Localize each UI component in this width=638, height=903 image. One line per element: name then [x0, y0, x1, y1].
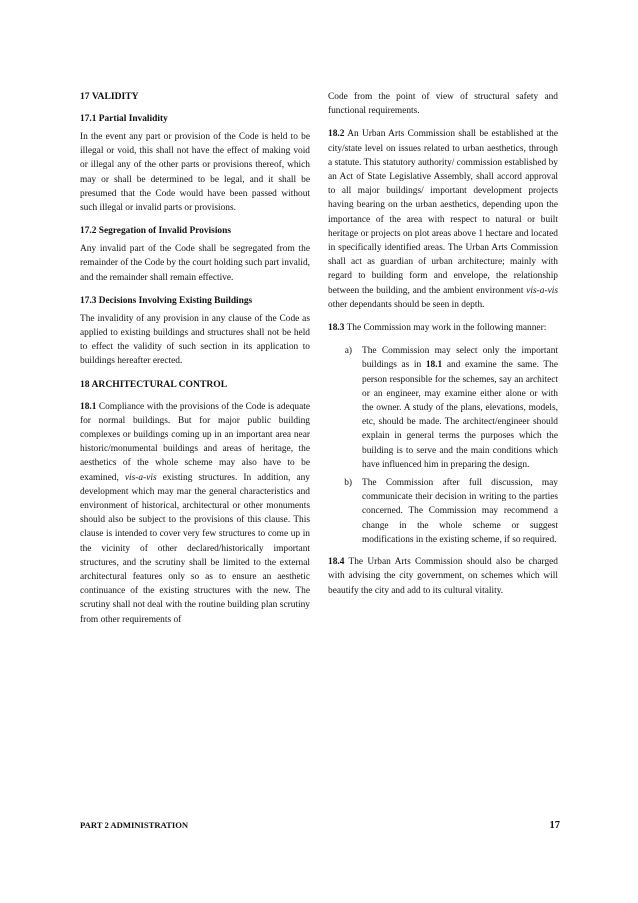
footer-part-label: PART 2 ADMINISTRATION — [80, 820, 189, 830]
page-footer — [80, 820, 560, 831]
para-18-1-italic: vis-a-vis — [124, 472, 157, 483]
heading-17-1: 17.1 Partial Invalidity — [80, 114, 168, 124]
para-17-1: In the event any part or provision of the Code is held to be illegal or void, this shall not have the effect of making void or illegal any of the other parts or provisions thereof, which may or shall be determined to be legal, and it shall be presumed that the Code would have been passed without such illegal or invalid parts or provisions. — [80, 132, 310, 214]
para-18-4 — [328, 555, 558, 598]
para-18-4-text: The Urban Arts Commission should also be charged with advising the city government, on schemes which will beautify the city and add to its cultural vitality. — [328, 557, 558, 596]
para-18-1-text-a: Compliance with the provisions of the Code is adequate for normal buildings. But for major public building complexes or buildings coming up in an important area near historic/monumental buildings and areas of heritage, the aesthetics of the whole scheme may also have to be examined, — [80, 401, 310, 483]
para-17-3: The invalidity of any provision in any clause of the Code as applied to existing buildings and structures shall not be held to effect the validity of such section in its application to buildings hereafter erected. — [80, 313, 310, 367]
list-item — [328, 476, 558, 547]
left-column — [80, 90, 310, 636]
para-18-3-text: The Commission may work in the following manner: — [344, 323, 547, 334]
list-item-a-text-2: and examine the same. The person responsible for the schemes, say an architect or an engineer, may examine either alone or with the owner. A study of the plans, elevations, models, etc, should be made. The architect/engineer should explain in general terms the purposes which the building is to serve and the main conditions which have influenced him in preparing the design. — [362, 360, 558, 470]
heading-17-validity: 17 VALIDITY — [80, 91, 139, 102]
para-18-2 — [328, 127, 558, 312]
para-18-2-text-b: other dependants should be seen in depth. — [328, 299, 485, 310]
list-item-a-ref: 18.1 — [425, 360, 443, 371]
para-continued: Code from the point of view of structural safety and functional requirements. — [328, 92, 558, 117]
clause-number-18-3: 18.3 — [328, 323, 345, 334]
clause-number-18-2: 18.2 — [328, 129, 345, 140]
heading-17-2: 17.2 Segregation of Invalid Provisions — [80, 226, 231, 237]
list-marker: b) — [344, 478, 352, 489]
list-marker: a) — [344, 346, 352, 357]
list-item-text: The Commission after full discussion, may communicate their decision in writing to the parties concerned. The Commission may recommend a change in the whole scheme or suggest modifications in the existing scheme, if so required. — [362, 478, 558, 545]
list-item-a-text-1: The Commission may select only the important buildings as in — [362, 346, 558, 371]
para-18-1 — [80, 400, 310, 627]
para-18-3 — [328, 321, 558, 335]
para-18-2-text-a: An Urban Arts Commission shall be established at the city/state level on issues related to urban aesthetics, through a statute. This statutory authority/ commission established by an Act of State Legislative Assembly, shall accord approval to all major buildings/ important development projects having bearing on the urban aesthetics, depending upon the importance of the area with respect to natural or built heritage or projects on plot areas above 1 hectare and located in specifically identified areas. The Urban Arts Commission shall act as guardian of urban architecture; mainly with regard to building form and envelope, the relationship between the building, and the ambient environment — [328, 129, 558, 296]
commission-procedure-list — [328, 344, 558, 547]
clause-number-18-1: 18.1 — [80, 401, 97, 412]
page-number: 17 — [549, 820, 560, 831]
clause-number-18-4: 18.4 — [328, 557, 345, 568]
list-item-text — [362, 344, 558, 472]
para-17-2: Any invalid part of the Code shall be segregated from the remainder of the Code by the court holding such part invalid, and the remainder shall remain effective. — [80, 244, 310, 283]
para-18-1-text-b: existing structures. In addition, any development which may mar the general characteristics and environment of historical, architectural or other monuments should also be subject to the provisions of this clause. This clause is intended to cover very few structures to come up in the vicinity of other declared/historically important structures, and the scrutiny shall be limited to the external architectural features only so as to ensure an aesthetic continuance of the existing structures with the new. The scrutiny shall not deal with the routine building plan scrutiny from other requirements of — [80, 472, 310, 625]
right-column — [328, 90, 558, 607]
heading-18-architectural-control: 18 ARCHITECTURAL CONTROL — [80, 378, 228, 390]
heading-17-3: 17.3 Decisions Involving Existing Buildings — [80, 295, 253, 306]
para-18-2-italic: vis-a-vis — [526, 285, 558, 296]
list-item — [328, 344, 558, 472]
